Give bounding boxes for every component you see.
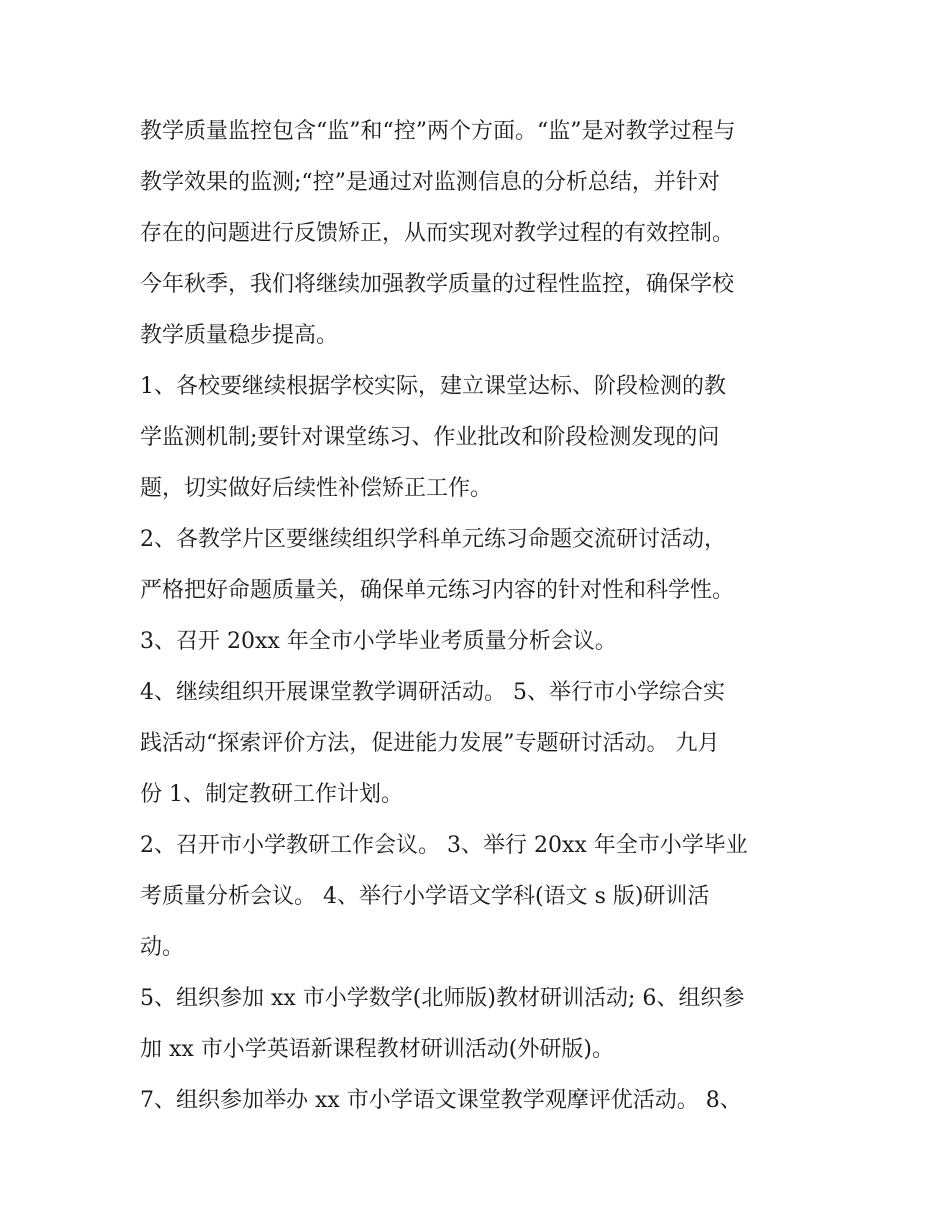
text-line: 今年秋季，我们将继续加强教学质量的过程性监控，确保学校 [140, 272, 735, 297]
text-line: 2、各教学片区要继续组织学科单元练习命题交流研讨活动， [140, 527, 726, 552]
text-line: 教学效果的监测;“控”是通过对监测信息的分析总结，并针对 [140, 170, 720, 195]
text-line: 4、继续组织开展课堂教学调研活动。 5、举行市小学综合实 [140, 680, 725, 705]
text-line: 2、召开市小学教研工作会议。 3、举行 20xx 年全市小学毕业 [140, 833, 748, 858]
text-line: 考质量分析会议。 4、举行小学语文学科(语文 s 版)研训活 [140, 884, 710, 909]
text-line: 学监测机制;要针对课堂练习、作业批改和阶段检测发现的问 [140, 425, 720, 450]
text-line: 7、组织参加举办 xx 市小学语文课堂教学观摩评优活动。 8、 [140, 1088, 742, 1113]
text-line: 教学质量稳步提高。 [140, 323, 339, 348]
text-line: 践活动“探索评价方法，促进能力发展”专题研讨活动。 九月 [140, 731, 720, 756]
text-line: 1、各校要继续根据学校实际，建立课堂达标、阶段检测的教 [140, 374, 726, 399]
document-body [140, 106, 830, 1126]
text-line: 教学质量监控包含“监”和“控”两个方面。“监”是对教学过程与 [140, 119, 736, 144]
text-line: 严格把好命题质量关，确保单元练习内容的针对性和科学性。 [140, 578, 735, 603]
text-line: 3、召开 20xx 年全市小学毕业考质量分析会议。 [140, 629, 617, 654]
text-line: 份 1、制定教研工作计划。 [140, 782, 403, 807]
text-line: 动。 [140, 935, 185, 960]
text-line: 5、组织参加 xx 市小学数学(北师版)教材研训活动; 6、组织参 [140, 986, 745, 1011]
text-line: 题，切实做好后续性补偿矫正工作。 [140, 476, 493, 501]
text-line: 存在的问题进行反馈矫正，从而实现对教学过程的有效控制。 [140, 221, 735, 246]
text-line: 加 xx 市小学英语新课程教材研训活动(外研版)。 [140, 1037, 614, 1062]
